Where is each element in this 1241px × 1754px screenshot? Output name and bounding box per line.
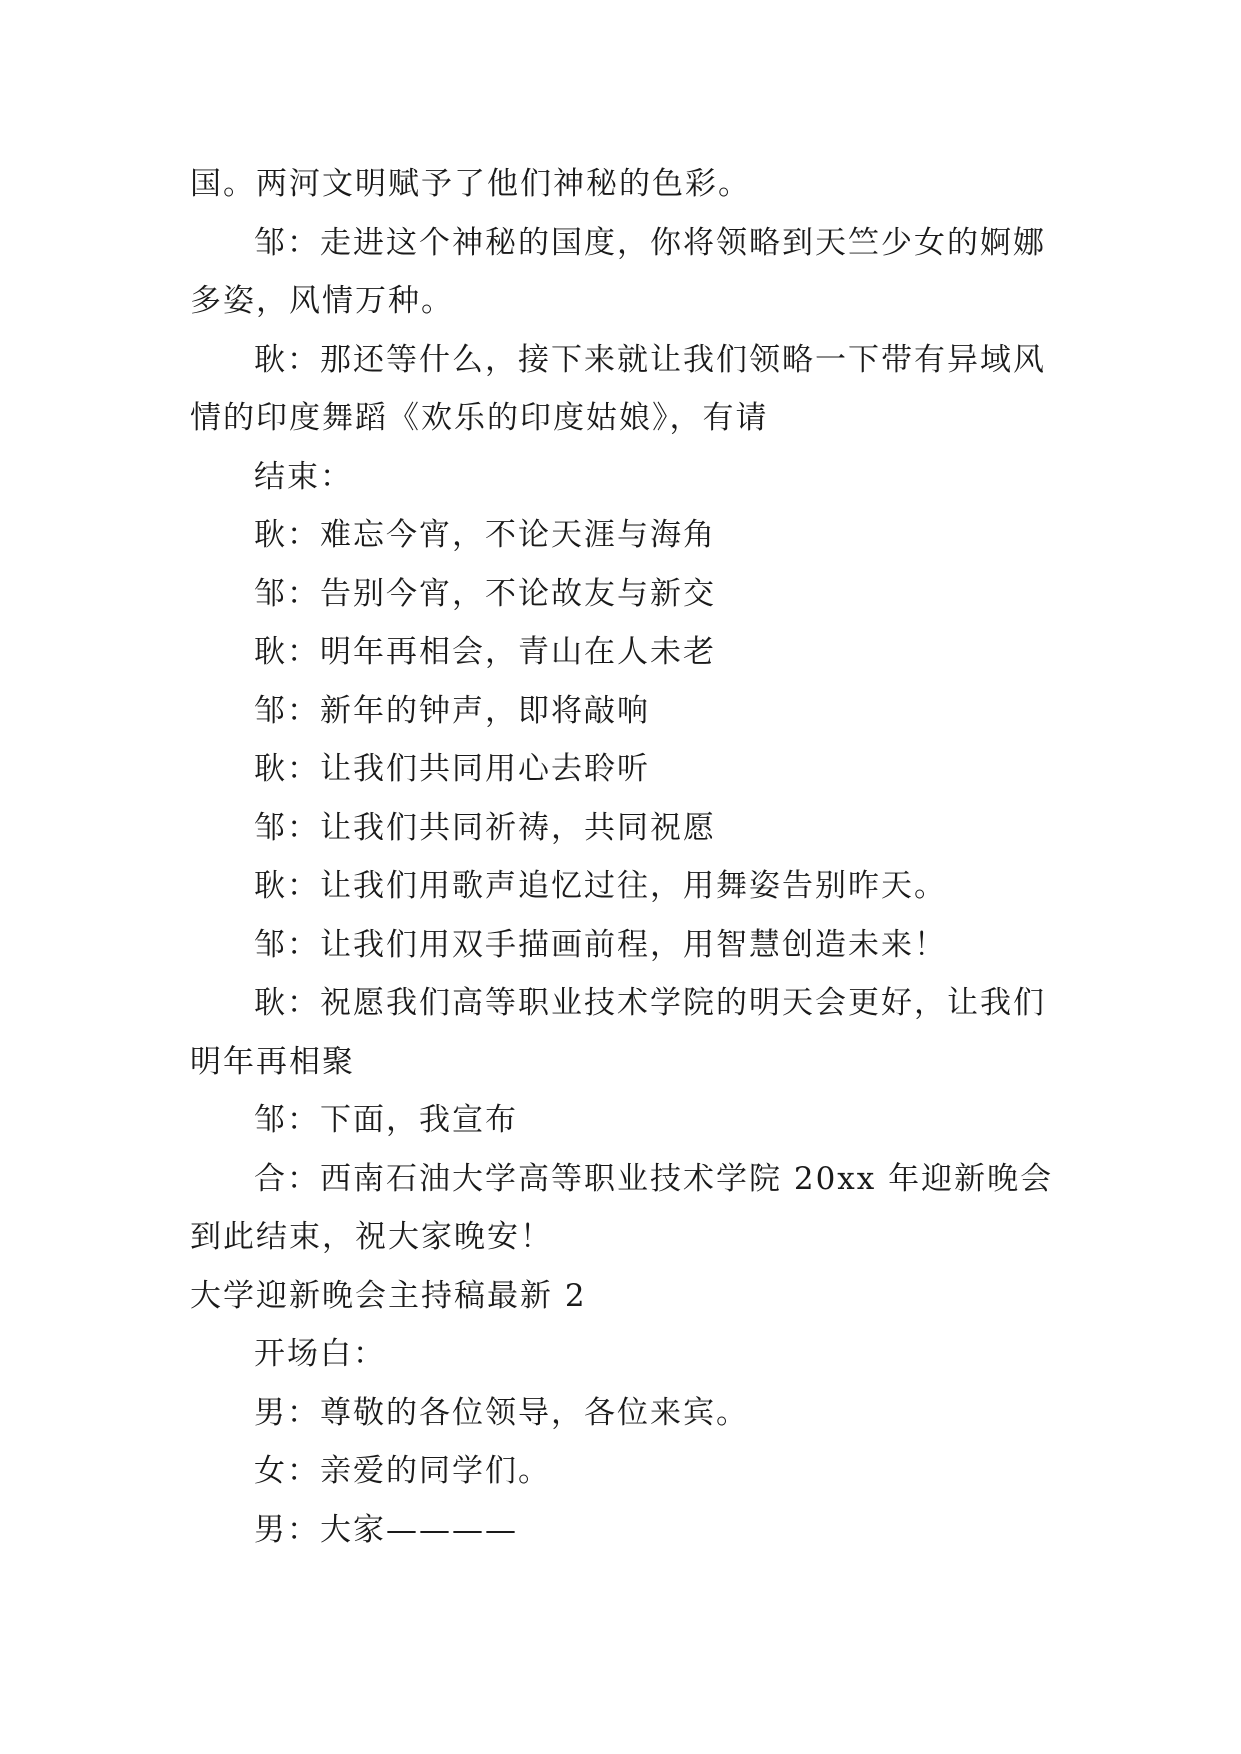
paragraph: 邹：告别今宵，不论故友与新交 xyxy=(254,575,716,612)
paragraph: 合：西南石油大学高等职业技术学院 20xx 年迎新晚会到此结束，祝大家晚安！ xyxy=(190,1160,1054,1255)
paragraph: 国。两河文明赋予了他们神秘的色彩。 xyxy=(190,166,751,202)
document-body xyxy=(190,155,1060,1559)
paragraph: 男：大家———— xyxy=(254,1511,518,1548)
section-heading: 大学迎新晚会主持稿最新 2 xyxy=(190,1277,587,1314)
paragraph: 女：亲爱的同学们。 xyxy=(254,1453,551,1489)
paragraph: 邹：走进这个神秘的国度，你将领略到天竺少女的婀娜多姿，风情万种。 xyxy=(190,224,1046,319)
paragraph: 耿：祝愿我们高等职业技术学院的明天会更好，让我们明年再相聚 xyxy=(190,985,1046,1080)
paragraph: 耿：那还等什么，接下来就让我们领略一下带有异域风情的印度舞蹈《欢乐的印度姑娘》，有请 xyxy=(190,341,1046,436)
paragraph: 邹：新年的钟声，即将敲响 xyxy=(254,692,650,729)
paragraph: 耿：让我们用歌声追忆过往，用舞姿告别昨天。 xyxy=(254,868,947,904)
paragraph: 耿：难忘今宵，不论天涯与海角 xyxy=(254,517,716,553)
paragraph: 开场白： xyxy=(254,1336,386,1372)
paragraph: 结束： xyxy=(254,458,353,495)
paragraph: 耿：让我们共同用心去聆听 xyxy=(254,751,650,787)
paragraph: 邹：下面，我宣布 xyxy=(254,1102,518,1138)
paragraph: 邹：让我们共同祈祷，共同祝愿 xyxy=(254,809,716,846)
paragraph: 男：尊敬的各位领导，各位来宾。 xyxy=(254,1394,749,1431)
paragraph: 邹：让我们用双手描画前程，用智慧创造未来！ xyxy=(254,926,947,963)
paragraph: 耿：明年再相会，青山在人未老 xyxy=(254,634,716,670)
